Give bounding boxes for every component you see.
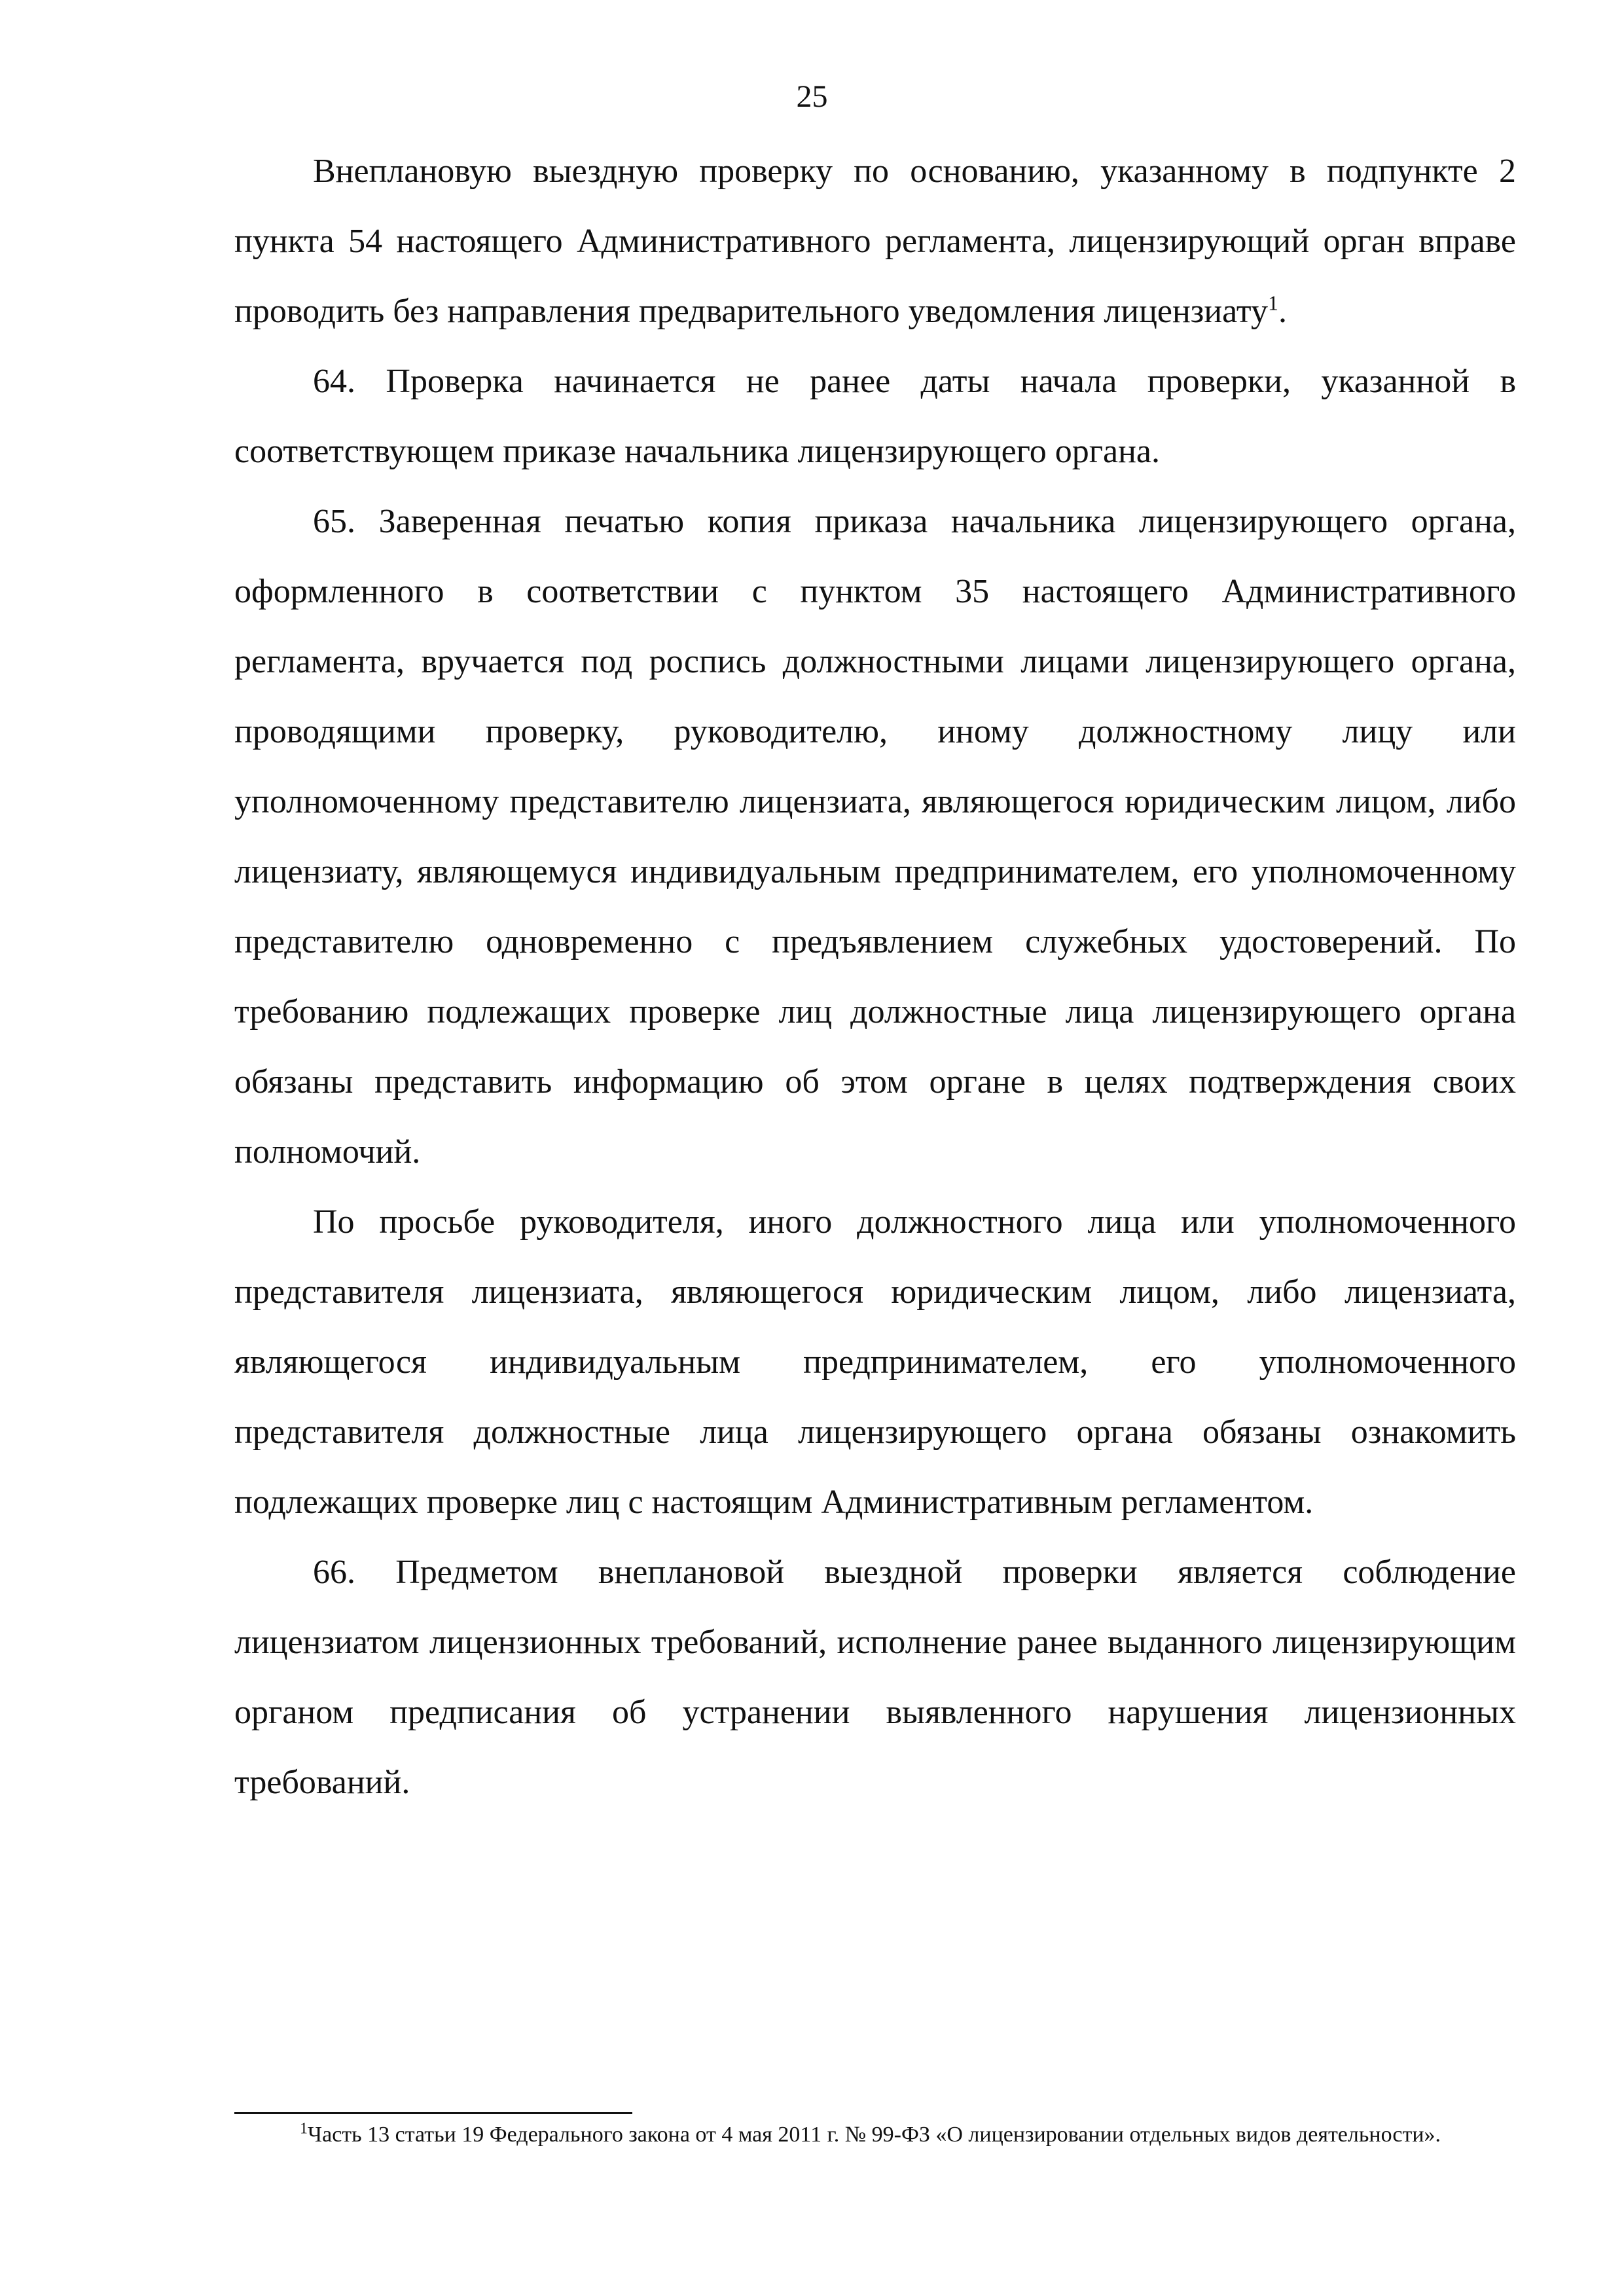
paragraph-upon-request: По просьбе руководителя, иного должностного лица или уполномоченного представителя лицензиата, являющегося юридическим лицом, либо лицензиата, являющегося индивидуальным предпринимателем, его уполномоченного представителя должностные лица лицензирующего органа обязаны ознакомить подлежащих проверке лиц с настоящим Административным регламентом. <box>234 1203 1516 1521</box>
paragraph-end-period: . <box>1278 293 1287 330</box>
footnote-number: 1 <box>300 2120 308 2138</box>
paragraph-64: 64. Проверка начинается не ранее даты начала проверки, указанной в соответствующем приказе начальника лицензирующего органа. <box>234 363 1516 470</box>
footnote-reference: 1 <box>1267 291 1278 315</box>
footnote-text: Часть 13 статьи 19 Федерального закона от 4 мая 2011 г. № 99-ФЗ «О лицензировании отдельных видов деятельности». <box>308 2123 1441 2147</box>
paragraph-66: 66. Предметом внеплановой выездной проверки является соблюдение лицензиатом лицензионных требований, исполнение ранее выданного лицензирующим органом предписания об устранении выявленного нарушения лицензионных требований. <box>234 1554 1516 1801</box>
paragraph-65: 65. Заверенная печатью копия приказа начальника лицензирующего органа, оформленного в соответствии с пунктом 35 настоящего Административного регламента, вручается под роспись должностными лицами лицензирующего органа, проводящими проверку, руководителю, иному должностному лицу или уполномоченному представителю лицензиата, являющегося юридическим лицом, либо лицензиату, являющемуся индивидуальным предпринимателем, его уполномоченному представителю одновременно с предъявлением служебных удостоверений. По требованию подлежащих проверке лиц должностные лица лицензирующего органа обязаны представить информацию об этом органе в целях подтверждения своих полномочий. <box>234 503 1516 1171</box>
footnote-separator <box>234 2112 632 2114</box>
paragraph-text: Внеплановую выездную проверку по основанию, указанному в подпункте 2 пункта 54 настоящего Административного регламента, лицензирующий орган вправе проводить без направления предварительного уведомления лицензиату <box>234 153 1516 330</box>
paragraph-unplanned-inspection <box>234 136 1516 346</box>
page-number: 25 <box>796 79 828 114</box>
document-body <box>234 136 1516 1817</box>
footnote <box>234 2119 1516 2151</box>
